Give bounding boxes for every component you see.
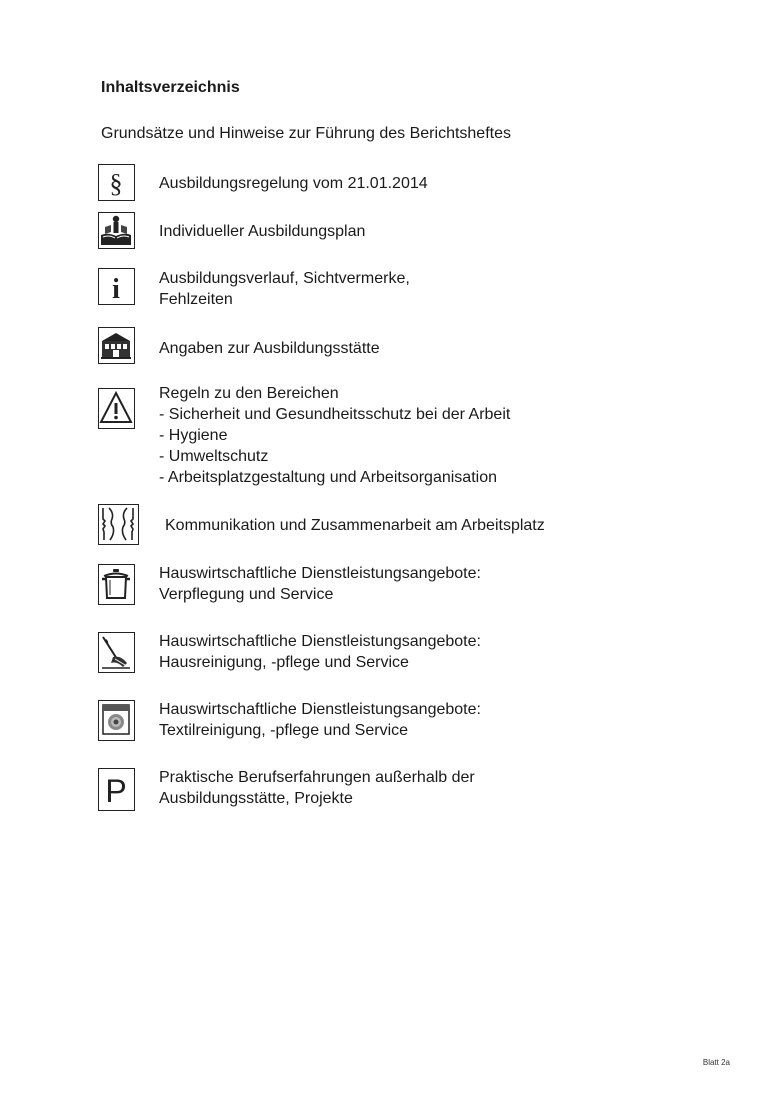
cooking-pot-icon bbox=[98, 564, 135, 605]
paragraph-icon bbox=[98, 164, 135, 201]
entry-line: - Umweltschutz bbox=[159, 448, 269, 465]
entry-line: Ausbildungsverlauf, Sichtvermerke, bbox=[159, 270, 410, 287]
entry-line: Textilreinigung, -pflege und Service bbox=[159, 722, 409, 739]
entry-line: Verpflegung und Service bbox=[159, 586, 334, 603]
entry-line: Hauswirtschaftliche Dienstleistungsangebote: bbox=[159, 565, 481, 582]
entry-line: Hauswirtschaftliche Dienstleistungsangebote: bbox=[159, 633, 481, 650]
washing-machine-icon bbox=[98, 700, 135, 741]
two-faces-icon bbox=[98, 504, 139, 545]
entry-line: Ausbildungsstätte, Projekte bbox=[159, 790, 353, 807]
p-letter-icon bbox=[98, 768, 135, 811]
svg-text:§: § bbox=[109, 169, 123, 198]
entry-line: - Sicherheit und Gesundheitsschutz bei der Arbeit bbox=[159, 406, 511, 423]
warning-triangle-icon bbox=[98, 388, 135, 429]
svg-text:P: P bbox=[105, 773, 127, 809]
page-title: Inhaltsverzeichnis bbox=[101, 79, 240, 96]
entry-line: Ausbildungsregelung vom 21.01.2014 bbox=[159, 175, 428, 192]
intro-line: Grundsätze und Hinweise zur Führung des Berichtsheftes bbox=[101, 125, 511, 142]
svg-text:i: i bbox=[112, 274, 120, 303]
entry-line: Individueller Ausbildungsplan bbox=[159, 223, 366, 240]
person-at-book-icon bbox=[98, 212, 135, 249]
mop-icon bbox=[98, 632, 135, 673]
entry-line: Fehlzeiten bbox=[159, 291, 233, 308]
info-icon bbox=[98, 268, 135, 305]
entry-line: Hausreinigung, -pflege und Service bbox=[159, 654, 409, 671]
entry-line: Kommunikation und Zusammenarbeit am Arbeitsplatz bbox=[165, 517, 545, 534]
entry-line: Regeln zu den Bereichen bbox=[159, 385, 339, 402]
entry-line: Angaben zur Ausbildungsstätte bbox=[159, 340, 380, 357]
entry-line: Praktische Berufserfahrungen außerhalb der bbox=[159, 769, 475, 786]
page-number: Blatt 2a bbox=[702, 1058, 730, 1067]
entry-line: Hauswirtschaftliche Dienstleistungsangebote: bbox=[159, 701, 481, 718]
entry-line: - Hygiene bbox=[159, 427, 228, 444]
entry-line: - Arbeitsplatzgestaltung und Arbeitsorganisation bbox=[159, 469, 497, 486]
building-icon bbox=[98, 327, 135, 364]
